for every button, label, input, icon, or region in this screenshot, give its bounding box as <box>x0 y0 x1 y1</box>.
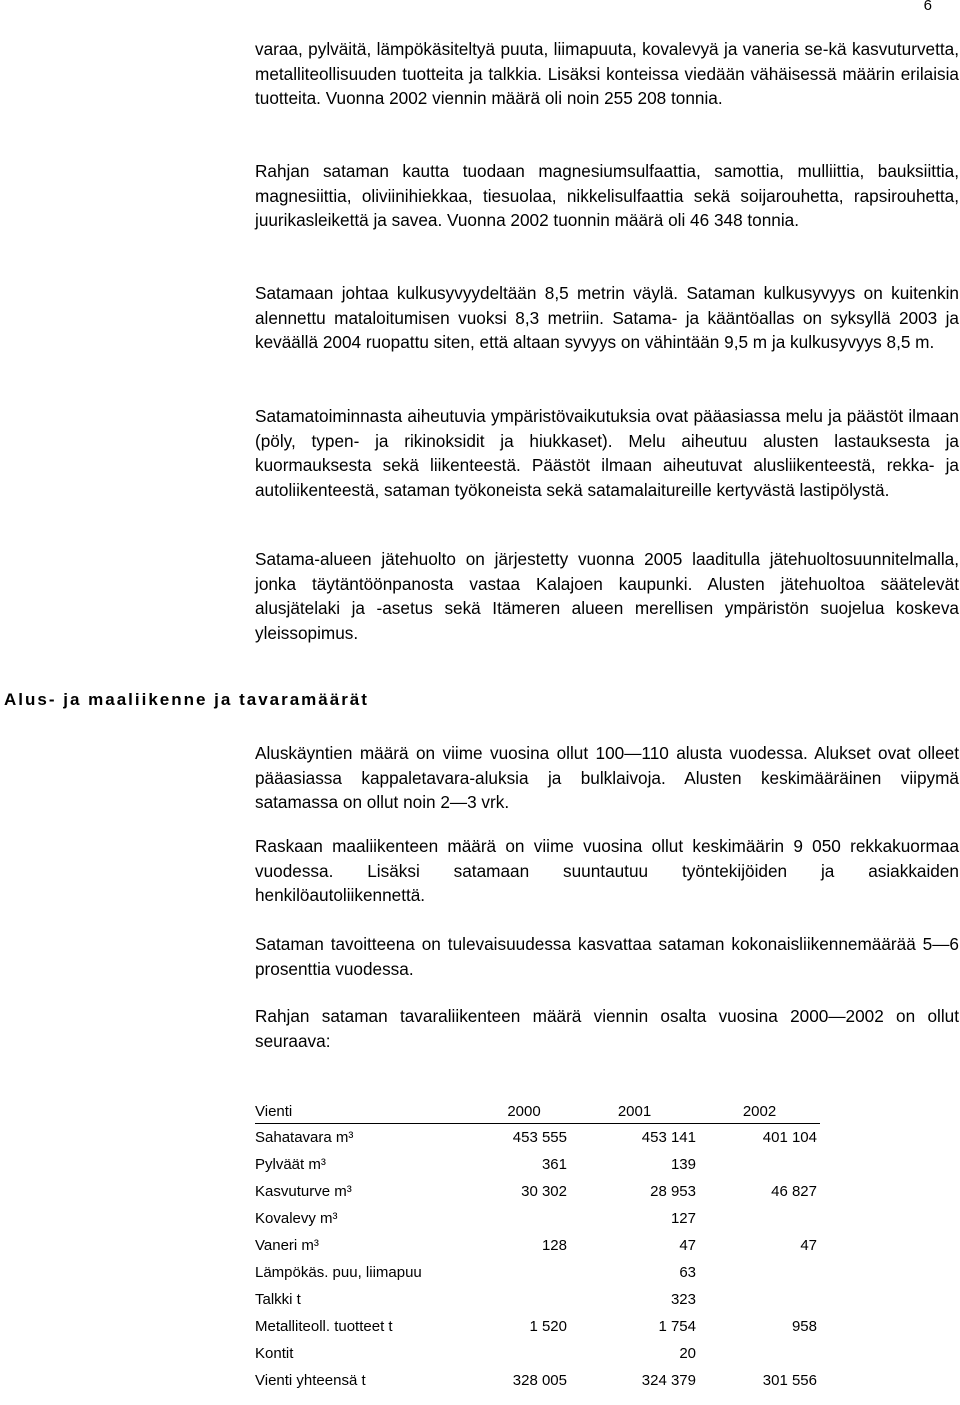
paragraph-road-traffic: Raskaan maaliikenteen määrä on viime vuosina ollut keskimäärin 9 050 rekkakuormaa vuodessa. Lisäksi satamaan suuntautuu työntekijöiden ja asiakkaiden henkilöautoliikennettä. <box>255 836 959 906</box>
row-label: Kontit <box>255 1345 294 1362</box>
cell-2002: 958 <box>791 1318 817 1335</box>
cell-2001: 324 379 <box>641 1372 696 1389</box>
cell-2001: 20 <box>679 1345 696 1362</box>
header-cell-2001: 2001 <box>570 1099 699 1124</box>
row-label: Vaneri m³ <box>255 1237 319 1254</box>
cell-2002 <box>699 1340 820 1367</box>
table-row <box>255 1232 820 1259</box>
cell-2001: 453 141 <box>641 1129 696 1146</box>
paragraph-export-goods: varaa, pylväitä, lämpökäsiteltyä puuta, liimapuuta, kovalevyä ja vaneria se-kä kasvuturvetta, metalliteollisuuden tuotteita ja talkkia. Lisäksi konteissa viedään vähäisessä määrin erilaisia tuotteita. Vuonna 2002 viennin määrä oli noin 255 208 tonnia. <box>255 39 959 109</box>
cell-2000: 30 302 <box>521 1183 567 1200</box>
cell-2001: 139 <box>670 1156 696 1173</box>
row-label: Lämpökäs. puu, liimapuu <box>255 1264 422 1281</box>
cell-2000 <box>478 1205 570 1232</box>
cell-2001: 28 953 <box>650 1183 696 1200</box>
row-label: Metalliteoll. tuotteet t <box>255 1318 393 1335</box>
row-label: Sahatavara m³ <box>255 1129 354 1146</box>
table-header-row <box>255 1099 820 1124</box>
cell-2002 <box>699 1259 820 1286</box>
table-row <box>255 1151 820 1178</box>
page-number: 6 <box>923 0 932 14</box>
row-label: Vienti yhteensä t <box>255 1372 366 1389</box>
section-heading: Alus- ja maaliikenne ja tavaramäärät <box>4 690 369 709</box>
cell-2001: 47 <box>679 1237 696 1254</box>
table-row <box>255 1340 820 1367</box>
paragraph-table-intro: Rahjan sataman tavaraliikenteen määrä viennin osalta vuosina 2000—2002 on ollut seuraava: <box>255 1006 959 1051</box>
table-row <box>255 1259 820 1286</box>
cell-2001: 323 <box>670 1291 696 1308</box>
table-row <box>255 1313 820 1340</box>
cell-2002: 47 <box>800 1237 817 1254</box>
cell-2002: 46 827 <box>771 1183 817 1200</box>
cell-2002: 301 556 <box>762 1372 817 1389</box>
paragraph-import-goods: Rahjan sataman kautta tuodaan magnesiumsulfaattia, samottia, mulliittia, bauksiittia, magnesiittia, oliviinihiekkaa, tiesuolaa, nikkelisulfaattia sekä soijarouhetta, rapsirouhetta, juurikasleikettä ja savea. Vuonna 2002 tuonnin määrä oli 46 348 tonnia. <box>255 161 959 231</box>
cell-2002 <box>699 1151 820 1178</box>
table-row <box>255 1124 820 1152</box>
row-label: Pylväät m³ <box>255 1156 326 1173</box>
cell-2000 <box>478 1340 570 1367</box>
cell-2000 <box>478 1286 570 1313</box>
header-cell-2000: 2000 <box>478 1099 570 1124</box>
cell-2001: 63 <box>679 1264 696 1281</box>
table-row <box>255 1286 820 1313</box>
paragraph-fairway-depth: Satamaan johtaa kulkusyvyydeltään 8,5 metrin väylä. Sataman kulkusyvyys on kuitenkin alennettu mataloitumisen vuoksi 8,3 metriin. Satama- ja kääntöallas on syksyllä 2003 ja keväällä 2004 ruopattu siten, että altaan syvyys on vähintään 9,5 m ja kulkusyvyys 8,5 m. <box>255 283 959 353</box>
cell-2000: 328 005 <box>512 1372 567 1389</box>
paragraph-traffic-goal: Sataman tavoitteena on tulevaisuudessa kasvattaa sataman kokonaisliikennemäärää 5—6 prosenttia vuodessa. <box>255 934 959 979</box>
header-cell-label: Vienti <box>255 1099 478 1124</box>
export-volume-table <box>255 1099 820 1394</box>
cell-2001: 127 <box>670 1210 696 1227</box>
paragraph-environmental-impacts: Satamatoiminnasta aiheutuvia ympäristövaikutuksia ovat pääasiassa melu ja päästöt ilmaan (pöly, typen- ja rikinoksidit ja hiukkaset). Melu aiheutuu alusten lastauksesta ja kuormauksesta sekä liikenteestä. Päästöt ilmaan aiheutuvat alusliikenteestä, rekka- ja autoliikenteestä, sataman työkoneista sekä satamalaitureille kertyvästä lastipölystä. <box>255 406 959 500</box>
cell-2000: 453 555 <box>512 1129 567 1146</box>
table-row-total <box>255 1367 820 1394</box>
cell-2001: 1 754 <box>658 1318 696 1335</box>
cell-2000: 361 <box>541 1156 567 1173</box>
paragraph-waste-management: Satama-alueen jätehuolto on järjestetty vuonna 2005 laaditulla jätehuoltosuunnitelmalla, jonka täytäntöönpanosta vastaa Kalajoen kaupunki. Alusten jätehuoltoa säätelevät alusjätelaki ja -asetus sekä Itämeren alueen merellisen ympäristön suojelua koskeva yleissopimus. <box>255 549 959 643</box>
cell-2000: 128 <box>541 1237 567 1254</box>
row-label: Kovalevy m³ <box>255 1210 338 1227</box>
header-cell-2002: 2002 <box>699 1099 820 1124</box>
cell-2002: 401 104 <box>762 1129 817 1146</box>
cell-2002 <box>699 1286 820 1313</box>
paragraph-vessel-visits: Aluskäyntien määrä on viime vuosina ollut 100—110 alusta vuodessa. Alukset ovat olleet pääasiassa kappaletavara-aluksia ja bulklaivoja. Alusten keskimääräinen viipymä satamassa on ollut noin 2—3 vrk. <box>255 743 959 813</box>
row-label: Talkki t <box>255 1291 301 1308</box>
table-row <box>255 1178 820 1205</box>
row-label: Kasvuturve m³ <box>255 1183 352 1200</box>
cell-2000 <box>478 1259 570 1286</box>
table-row <box>255 1205 820 1232</box>
cell-2002 <box>699 1205 820 1232</box>
cell-2000: 1 520 <box>529 1318 567 1335</box>
